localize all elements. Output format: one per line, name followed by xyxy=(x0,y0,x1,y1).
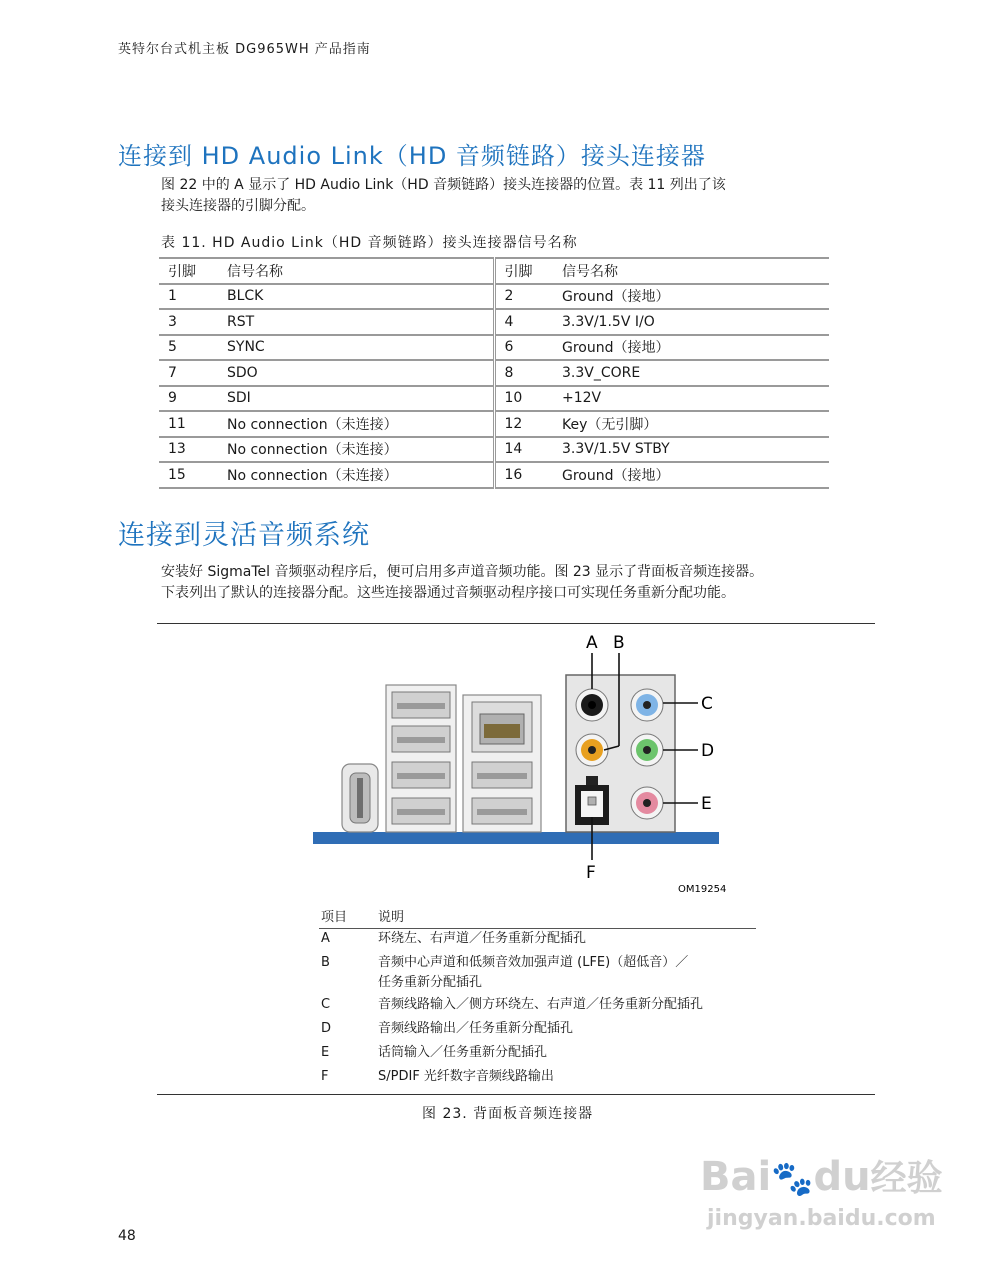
table-caption: 表 11. HD Audio Link（HD 音频链路）接头连接器信号名称 xyxy=(161,235,578,251)
lan-usb-stack-icon xyxy=(463,695,541,832)
table-cell: 14 xyxy=(494,437,553,463)
figure-bottom-rule xyxy=(157,1094,875,1095)
table-cell: 1 xyxy=(159,284,218,310)
table-cell: Ground（接地） xyxy=(553,335,829,361)
callout-a: A xyxy=(586,633,598,653)
table-row xyxy=(159,411,829,437)
legend-item-b: B xyxy=(321,955,330,970)
table-cell: 2 xyxy=(494,284,553,310)
legend-desc-f: S/PDIF 光纤数字音频线路输出 xyxy=(378,1069,554,1084)
table-row xyxy=(159,309,829,335)
figure-code: OM19254 xyxy=(678,884,727,895)
table-cell: 3.3V/1.5V STBY xyxy=(553,437,829,463)
table-cell: SDO xyxy=(218,360,494,386)
jack-b-icon xyxy=(576,734,608,766)
rear-panel-diagram xyxy=(300,628,740,903)
board-strip xyxy=(313,832,719,844)
callout-e: E xyxy=(701,794,712,814)
table-header-cell: 引脚 xyxy=(494,258,553,284)
table-cell: SYNC xyxy=(218,335,494,361)
table-cell: 13 xyxy=(159,437,218,463)
table-header-cell: 信号名称 xyxy=(218,258,494,284)
table-cell: No connection（未连接） xyxy=(218,462,494,488)
ieee1394-port-icon xyxy=(342,764,378,832)
table-cell: 5 xyxy=(159,335,218,361)
table-cell: 4 xyxy=(494,309,553,335)
figure-caption: 图 23. 背面板音频连接器 xyxy=(422,1106,594,1122)
watermark-brand: Bai xyxy=(700,1154,772,1200)
table-cell: 3.3V/1.5V I/O xyxy=(553,309,829,335)
table-cell: 9 xyxy=(159,386,218,412)
section-heading-flex-audio: 连接到灵活音频系统 xyxy=(118,520,370,551)
table-cell: Ground（接地） xyxy=(553,284,829,310)
table-cell: SDI xyxy=(218,386,494,412)
legend-header-desc: 说明 xyxy=(378,910,405,925)
legend-desc-e: 话筒输入／任务重新分配插孔 xyxy=(378,1045,548,1060)
table-header-row xyxy=(159,258,829,284)
table-cell: Ground（接地） xyxy=(553,462,829,488)
paragraph-line: 下表列出了默认的连接器分配。这些连接器通过音频驱动程序接口可实现任务重新分配功能。 xyxy=(161,585,735,601)
table-cell: 15 xyxy=(159,462,218,488)
legend-item-d: D xyxy=(321,1021,332,1036)
table-cell: 11 xyxy=(159,411,218,437)
table-header-cell: 信号名称 xyxy=(553,258,829,284)
table-cell: 7 xyxy=(159,360,218,386)
watermark-brand-2: du xyxy=(813,1154,871,1200)
paragraph-line: 接头连接器的引脚分配。 xyxy=(161,198,315,214)
table-row xyxy=(159,462,829,488)
legend-item-c: C xyxy=(321,997,331,1012)
page-number: 48 xyxy=(118,1228,136,1244)
watermark-url: jingyan.baidu.com xyxy=(707,1206,936,1231)
table-cell: 12 xyxy=(494,411,553,437)
table-row xyxy=(159,360,829,386)
jack-c-icon xyxy=(631,689,663,721)
legend-desc-line: 任务重新分配插孔 xyxy=(378,975,483,990)
legend-item-e: E xyxy=(321,1045,330,1060)
table-cell: 16 xyxy=(494,462,553,488)
table-row xyxy=(159,437,829,463)
watermark-paw-icon: 🐾 xyxy=(771,1159,814,1199)
callout-f: F xyxy=(586,863,596,883)
table-cell: 3.3V_CORE xyxy=(553,360,829,386)
running-header: 英特尔台式机主板 DG965WH 产品指南 xyxy=(118,42,371,57)
table-cell: BLCK xyxy=(218,284,494,310)
legend-desc-c: 音频线路输入／侧方环绕左、右声道／任务重新分配插孔 xyxy=(378,997,704,1012)
table-cell: No connection（未连接） xyxy=(218,437,494,463)
legend-header-item: 项目 xyxy=(321,910,348,925)
legend-item-f: F xyxy=(321,1069,329,1084)
section-heading-hd-audio: 连接到 HD Audio Link（HD 音频链路）接头连接器 xyxy=(118,142,706,170)
table-cell: 3 xyxy=(159,309,218,335)
callout-b: B xyxy=(613,633,625,653)
callout-d: D xyxy=(701,741,715,761)
legend-desc-d: 音频线路输出／任务重新分配插孔 xyxy=(378,1021,574,1036)
table-cell: 8 xyxy=(494,360,553,386)
audio-jack-block xyxy=(566,675,675,832)
jack-d-icon xyxy=(631,734,663,766)
section-paragraph-hd-audio xyxy=(161,175,726,217)
table-row xyxy=(159,335,829,361)
table-cell: 10 xyxy=(494,386,553,412)
table-cell: No connection（未连接） xyxy=(218,411,494,437)
table-row xyxy=(159,284,829,310)
watermark-cn: 经验 xyxy=(870,1158,943,1199)
paragraph-line: 图 22 中的 A 显示了 HD Audio Link（HD 音频链路）接头连接器的位置。表 11 列出了该 xyxy=(161,177,726,193)
legend-desc-a: 环绕左、右声道／任务重新分配插孔 xyxy=(378,931,587,946)
paragraph-line: 安装好 SigmaTel 音频驱动程序后，便可启用多声道音频功能。图 23 显示了背面板音频连接器。 xyxy=(161,564,764,580)
figure-top-rule xyxy=(157,623,875,624)
table-cell: 6 xyxy=(494,335,553,361)
table-cell: Key（无引脚） xyxy=(553,411,829,437)
legend-item-a: A xyxy=(321,931,330,946)
jack-a-icon xyxy=(576,689,608,721)
pin-table xyxy=(159,257,829,489)
legend-desc-line: 音频中心声道和低频音效加强声道 (LFE)（超低音）／ xyxy=(378,955,689,970)
jack-e-icon xyxy=(631,787,663,819)
table-cell: +12V xyxy=(553,386,829,412)
table-row xyxy=(159,386,829,412)
callout-c: C xyxy=(701,694,713,714)
watermark-logo xyxy=(700,1154,943,1200)
table-cell: RST xyxy=(218,309,494,335)
section-paragraph-flex-audio xyxy=(161,562,763,604)
legend-desc-b xyxy=(378,953,688,993)
table-header-cell: 引脚 xyxy=(159,258,218,284)
usb-stack-icon xyxy=(386,685,456,832)
